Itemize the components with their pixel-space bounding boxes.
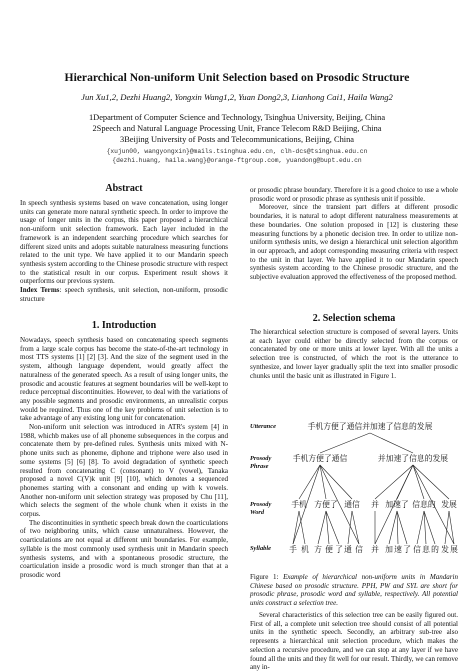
- syllable-node-6: 通: [344, 545, 352, 554]
- figure-1-caption: [250, 573, 458, 608]
- phrase-node-2: 并加速了信息的发展: [377, 454, 449, 463]
- label-utterance: Utterance: [250, 423, 276, 430]
- word-node-7: 发展: [441, 500, 457, 509]
- phrase-node-1: 手机方便了通信: [292, 454, 348, 463]
- label-syllable: Syllable: [250, 545, 271, 552]
- word-node-1: 手机: [291, 500, 307, 509]
- syllable-node-11: 了: [403, 545, 411, 554]
- word-node-3: 通信: [344, 500, 360, 509]
- label-prosody-word-2: Word: [250, 509, 265, 516]
- selection-schema-heading: 2. Selection schema: [312, 313, 396, 324]
- abstract-text: In speech synthesis systems based on wave concatenation, using longer units can generate more natural synthetic speech. In order to improve the usage of longer units in the corpus, this paper proposed a hierarchical non-uniform unit selection framework. Each layer included in the framework is an independent searching procedure which searches for different sized units and adopts suitable naturalness measuring functions related to the unit type. We have applied it to our Mandarin speech synthesis system according to the Chinese prosodic structure with respect to the statistical result in our corpus. Experiment result shows it outperforms our previous system.: [20, 199, 228, 286]
- index-terms-text: : speech synthesis, unit selection, non-uniform, prosodic structure: [20, 286, 228, 303]
- word-node-2: 方便了: [314, 500, 338, 509]
- syllable-node-2: 机: [301, 545, 309, 554]
- index-terms: [20, 286, 228, 303]
- syllable-node-4: 便: [325, 545, 333, 554]
- word-node-5: 加速了: [385, 500, 409, 509]
- syllable-node-7: 信: [355, 545, 363, 554]
- intro-paragraph-1: Nowadays, speech synthesis based on concatenating speech segments from a large scale corpus has become the state-of-the-art technology in most TTS systems [1] [2] [3]. And the size of the segment used in the system, although language dependent, would greatly affect the naturalness of the generated speech. As a result of using longer units, the prosodic and acoustic features at segment boundaries will be well-kept to reduce perceptual discontinuities. However, to deal with the variations of any possible segments and prosodic environments, an unrealistic corpus would be required. Thus one of the key problems of unit selection is to take advantage of any existing long unit for concatenation.: [20, 336, 228, 423]
- syllable-node-5: 了: [335, 545, 343, 554]
- syllable-node-1: 手: [289, 545, 297, 554]
- syllable-node-14: 的: [431, 545, 439, 554]
- syllable-node-16: 展: [450, 545, 458, 554]
- figure-1-selection-tree: [250, 415, 458, 567]
- paper-authors: Jun Xu1,2, Dezhi Huang2, Yongxin Wang1,2, Yuan Dong2,3, Lianhong Cai1, Haila Wang2: [81, 92, 393, 102]
- moreover-paragraph: Moreover, since the transient part differs at different prosodic boundaries, it is natural to adopt different naturalness measurements at these boundaries. One solution proposed in [12] is clustering these measuring functions by a phonetic decision tree. In order to utilize non-uniform synthesis units, we design a hierarchical unit selection algorithm in our approach, and adopt corresponding measuring criteria with respect to the unit in that layer. We have applied it to our Mandarin speech synthesis system according to the Chinese prosodic structure, and the subjective evaluation approved the effectiveness of the proposed method.: [250, 203, 458, 282]
- email-line-1: {xujun00, wangyongxin}@mails.tsinghua.edu.cn, clh-dcs@tsinghua.edu.cn: [106, 148, 368, 155]
- syllable-node-8: 并: [371, 545, 379, 554]
- syllable-node-9: 加: [385, 545, 393, 554]
- label-prosody-phrase-2: Phrase: [250, 463, 269, 470]
- caption-label: Figure 1:: [250, 573, 284, 581]
- continued-paragraph: or prosodic phrase boundary. Therefore it is a good choice to use a whole prosodic word or prosodic phrase as synthesis unit if possible.: [250, 186, 458, 203]
- word-node-4: 并: [371, 500, 379, 509]
- affiliation-3: 3Beijing University of Posts and Telecommunications, Beijing, China: [120, 135, 354, 144]
- tree-edges: [293, 433, 454, 544]
- label-prosody-word-1: Prosody: [250, 501, 272, 508]
- word-node-6: 信息的: [412, 500, 436, 509]
- introduction-body: [20, 336, 228, 580]
- label-prosody-phrase-1: Prosody: [250, 455, 272, 462]
- email-line-2: {dezhi.huang, haila.wang}@orange-ftgroup.com, yuandong@bupt.edu.cn: [112, 157, 362, 164]
- selection-paragraph-1: The hierarchical selection structure is composed of several layers. Units at each layer could either be directly selected from the corpus or concatenated by one or more units at lower layer. With all the units a selection tree is constructed, of which the root is the utterance to synthesize, and lower layer gradually split the text into smaller prosodic chunks until the basic unit as illustrated in Figure 1.: [250, 328, 458, 380]
- syllable-node-13: 息: [422, 545, 430, 554]
- syllable-node-10: 速: [394, 545, 402, 554]
- affiliation-1: 1Department of Computer Science and Technology, Tsinghua University, Beijing, China: [88, 113, 386, 122]
- abstract-heading: Abstract: [105, 183, 143, 194]
- syllable-node-15: 发: [441, 545, 449, 554]
- syllable-node-12: 信: [413, 545, 421, 554]
- utterance-node: 手机方便了通信并加速了信息的发展: [307, 422, 433, 431]
- right-column-top: [250, 186, 458, 282]
- abstract-body: [20, 199, 228, 303]
- affiliation-2: 2Speech and Natural Language Processing Unit, France Telecom R&D Beijing, China: [92, 124, 382, 133]
- paper-title: Hierarchical Non-uniform Unit Selection based on Prosodic Structure: [64, 71, 410, 84]
- index-terms-label: Index Terms: [20, 286, 60, 295]
- intro-paragraph-2: Non-uniform unit selection was introduced in ATR's system [4] in 1988, whichb makes use of all phoneme subsequences in the corpus and concatenate them by pre-defined rules. Synthesis units mixed with N-phone units such as phoneme, diphone and triphone were also used in some systems [5] [6] [8]. To avoid degradation of synthetic speech resulted from concatenating C (consonant) to V (vowel), Tanaka proposed a novel C(V)k unit [9] [10], which denotes a sequenced phonemes starting with a consonant and ending up with k vowels. Another non-uniform unit selection strategy was proposed by Chu [11], which selects the segment of the whole chunk when it exists in the corpus.: [20, 423, 228, 519]
- selection-paragraph-2: Several characteristics of this selection tree can be easily figured out. First of all, a complete unit selection tree should consist of all potential units in the synthetic speech. Secondly, an arbitrary sub-tree also represents a hierarchical unit selection procedure, which makes the selection a recursive procedure, and we can stop at any layer if we have found all the units and they fit well for our result. Thirdly, we can remove any in-: [250, 611, 458, 672]
- syllable-node-3: 方: [314, 545, 322, 554]
- caption-text: Example of hierarchical non-uniform units in Mandarin Chinese based on prosodic structure. PPH, PW and SYL are short for prosodic phrase, prosodic word and syllable, respectively. All potential units construct a selection tree.: [250, 573, 459, 608]
- introduction-heading: 1. Introduction: [91, 320, 157, 331]
- intro-paragraph-3: The discontinuities in synthetic speech break down the coarticulations of two neighboring units, which cause unnaturalness. However, the coarticulations are not equal at different unit boundaries. For example, syllable is the most commonly used synthesis unit in Mandarin speech synthesis systems, and with a spontaneous prosodic structure, the coarticulation inside a prosodic word is much stronger than that at a prosodic word: [20, 518, 228, 579]
